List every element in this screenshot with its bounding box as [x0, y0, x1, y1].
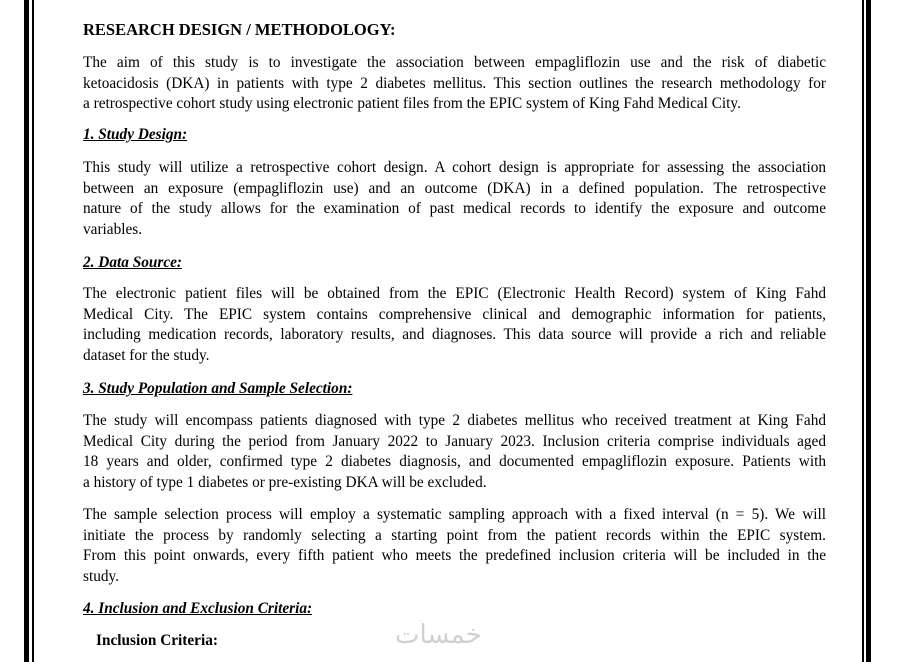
heading-text: 4. Inclusion and Exclusion Criteria: [83, 600, 313, 617]
text-line: including medication records, laboratory results, and diagnoses. This data source will provide a rich and reliable [83, 326, 826, 343]
section-heading-study-design [83, 125, 826, 146]
inclusion-criteria-subheading: Inclusion Criteria: [96, 632, 218, 649]
intro-paragraph [83, 53, 826, 115]
document-title: RESEARCH DESIGN / METHODOLOGY: [83, 20, 396, 39]
text-line: This study will utilize a retrospective cohort design. A cohort design is appropriate for assessing the association [83, 159, 826, 176]
text-line: initiate the process by randomly selecting a starting point from the patient records within the EPIC system. [83, 526, 826, 544]
text-line: The electronic patient files will be obtained from the EPIC (Electronic Health Record) system of King Fahd [83, 285, 826, 302]
watermark-logo: خمسات [395, 620, 482, 650]
text-line: between an exposure (empagliflozin use) and an outcome (DKA) in a defined population. The retrospective [83, 179, 826, 197]
page-border-left-thin [32, 0, 34, 662]
heading-text: 2. Data Source: [83, 254, 183, 271]
study-population-paragraph [83, 411, 826, 493]
heading-text: 3. Study Population and Sample Selection: [83, 380, 353, 397]
text-line: 18 years and older, confirmed type 2 diabetes diagnosis, and documented empagliflozin exposure. Patients with [83, 453, 826, 470]
text-line: study. [83, 567, 119, 585]
text-line: The study will encompass patients diagnosed with type 2 diabetes mellitus who received treatment at King Fahd [83, 412, 826, 429]
page-border-right-thick [866, 0, 871, 662]
text-line: ketoacidosis (DKA) in patients with type 2 diabetes mellitus. This section outlines the research methodology for [83, 74, 826, 92]
text-line: Medical City during the period from January 2022 to January 2023. Inclusion criteria comprise individuals aged [83, 432, 826, 450]
text-line: The aim of this study is to investigate the association between empagliflozin use and the risk of diabetic [83, 54, 826, 71]
text-line: a retrospective cohort study using electronic patient files from the EPIC system of King Fahd Medical City. [83, 95, 741, 112]
text-line: The sample selection process will employ a systematic sampling approach with a fixed interval (n = 5). We will [83, 506, 826, 523]
page-border-right-thin [862, 0, 864, 662]
section-heading-data-source [83, 253, 826, 274]
text-line: dataset for the study. [83, 346, 210, 364]
data-source-paragraph [83, 284, 826, 366]
text-line: variables. [83, 220, 143, 238]
section-heading-inclusion-exclusion [83, 599, 826, 620]
sample-selection-paragraph [83, 505, 826, 587]
text-line: From this point onwards, every fifth patient who meets the predefined inclusion criteria will be included in the [83, 547, 826, 564]
section-heading-study-population [83, 379, 826, 400]
text-line: a history of type 1 diabetes or pre-existing DKA will be excluded. [83, 473, 487, 491]
page-border-left-thick [24, 0, 29, 662]
study-design-paragraph [83, 158, 826, 240]
text-line: nature of the study allows for the examination of past medical records to identify the exposure and outcome [83, 200, 826, 217]
text-line: Medical City. The EPIC system contains comprehensive clinical and demographic information for patients, [83, 305, 826, 323]
heading-text: 1. Study Design: [83, 126, 188, 143]
